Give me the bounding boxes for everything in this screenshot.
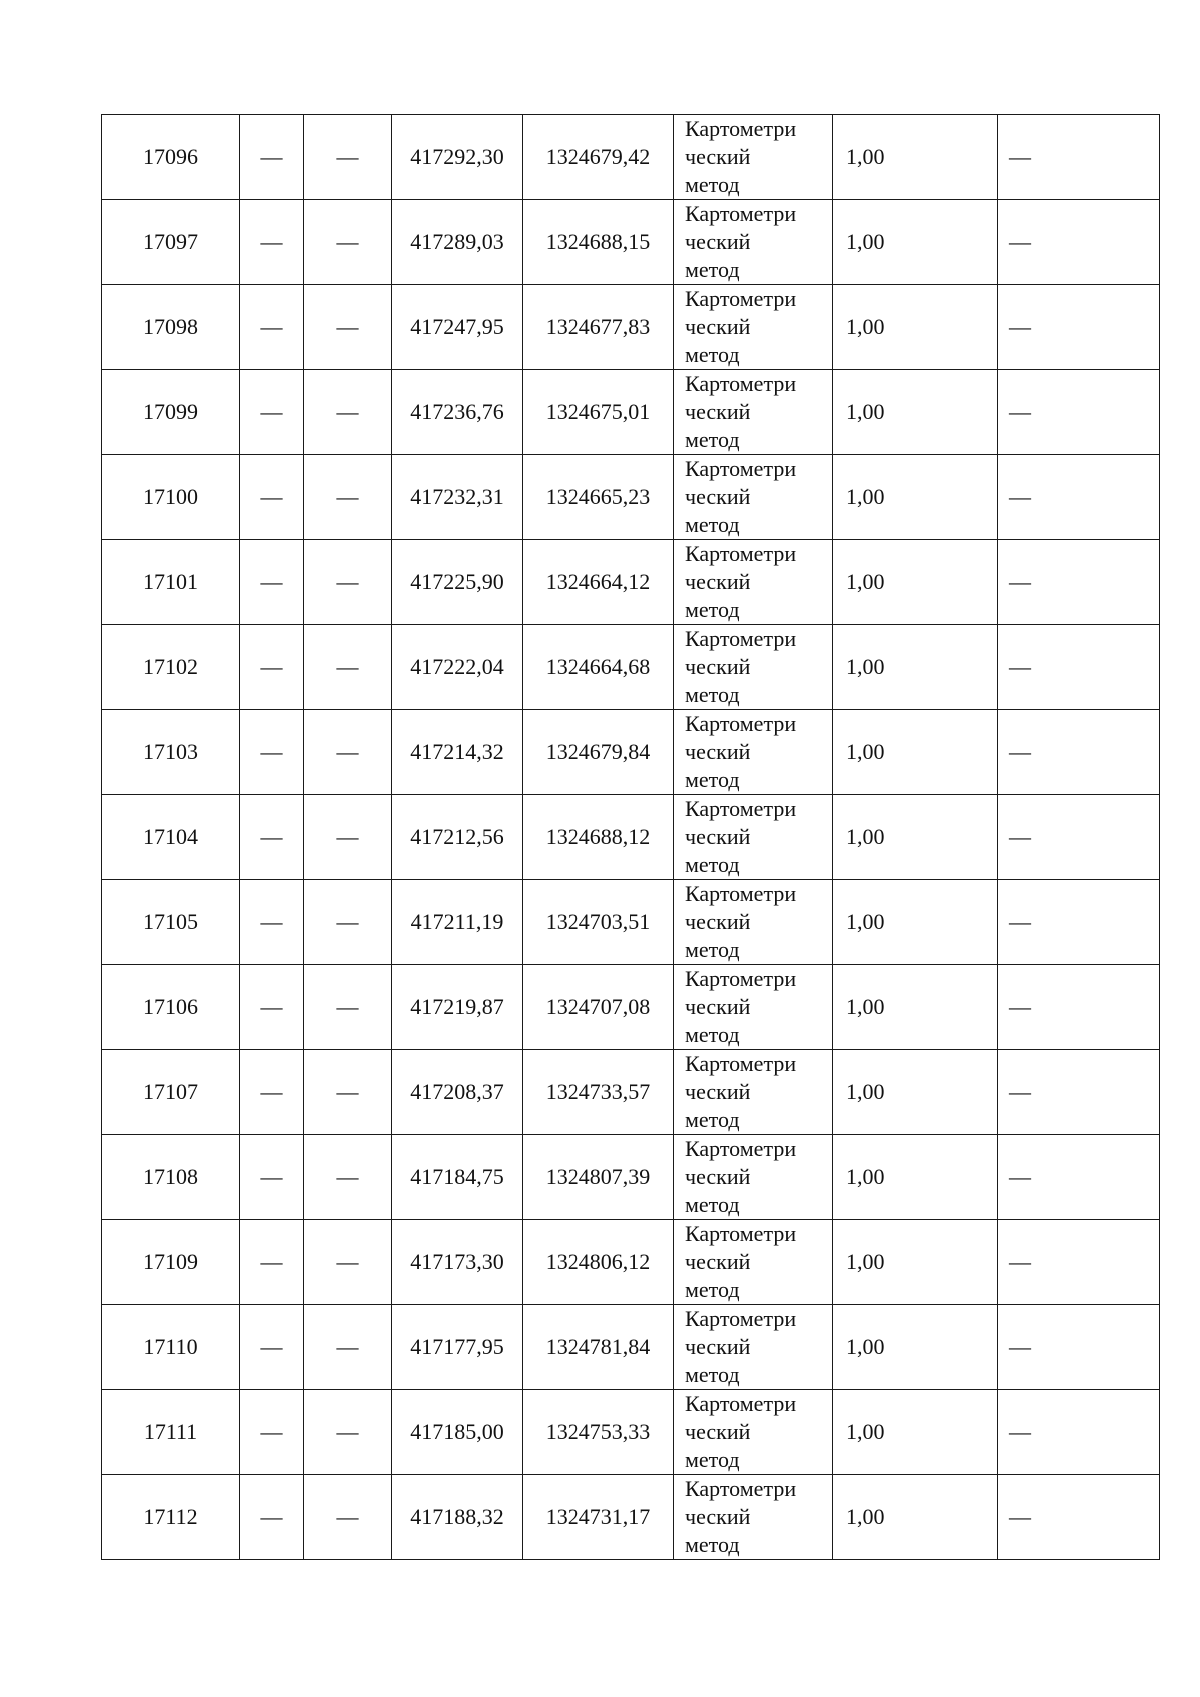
cell-old-y-text: —	[336, 1419, 359, 1444]
cell-point-number	[102, 540, 240, 625]
cell-x-text: 417225,90	[410, 569, 504, 594]
cell-point-number	[102, 795, 240, 880]
cell-x-text: 417188,32	[410, 1504, 504, 1529]
cell-point-number-text: 17105	[143, 909, 198, 934]
cell-old-y	[304, 370, 392, 455]
cell-point-number-text: 17098	[143, 314, 198, 339]
cell-old-y-text: —	[336, 314, 359, 339]
cell-description-text: —	[1009, 994, 1031, 1019]
cell-description-text: —	[1009, 824, 1031, 849]
cell-method	[674, 370, 833, 455]
cell-precision	[833, 965, 998, 1050]
cell-old-x-text: —	[260, 1504, 283, 1529]
table-row	[102, 1050, 1160, 1135]
cell-method-text: Картометри ческий метод	[685, 201, 797, 282]
cell-point-number	[102, 710, 240, 795]
table-row	[102, 625, 1160, 710]
cell-x-text: 417289,03	[410, 229, 504, 254]
table-row	[102, 965, 1160, 1050]
cell-old-y-text: —	[336, 1249, 359, 1274]
cell-description-text: —	[1009, 1419, 1031, 1444]
cell-y-text: 1324665,23	[545, 484, 651, 509]
cell-y-text: 1324677,83	[545, 314, 651, 339]
cell-old-x-text: —	[260, 1334, 283, 1359]
cell-old-x-text: —	[260, 314, 283, 339]
cell-old-x-text: —	[260, 1249, 283, 1274]
cell-point-number	[102, 200, 240, 285]
cell-method	[674, 1475, 833, 1560]
cell-description-text: —	[1009, 1504, 1031, 1529]
cell-old-x	[240, 1390, 304, 1475]
table-row	[102, 1390, 1160, 1475]
cell-description-text: —	[1009, 399, 1031, 424]
cell-method-text: Картометри ческий метод	[685, 1136, 797, 1217]
cell-method-text: Картометри ческий метод	[685, 796, 797, 877]
cell-x	[392, 370, 523, 455]
cell-precision-text: 1,00	[846, 144, 885, 169]
cell-method	[674, 540, 833, 625]
cell-method	[674, 795, 833, 880]
cell-old-y-text: —	[336, 994, 359, 1019]
cell-method	[674, 200, 833, 285]
cell-x-text: 417177,95	[410, 1334, 504, 1359]
cell-y-text: 1324733,57	[545, 1079, 651, 1104]
cell-old-y	[304, 965, 392, 1050]
cell-precision-text: 1,00	[846, 824, 885, 849]
cell-method	[674, 625, 833, 710]
table-row	[102, 285, 1160, 370]
cell-point-number-text: 17103	[143, 739, 198, 764]
cell-precision	[833, 370, 998, 455]
cell-x	[392, 880, 523, 965]
table-row	[102, 455, 1160, 540]
cell-description-text: —	[1009, 314, 1031, 339]
cell-old-x-text: —	[260, 484, 283, 509]
cell-old-x	[240, 285, 304, 370]
cell-y-text: 1324664,68	[545, 654, 651, 679]
cell-method-text: Картометри ческий метод	[685, 711, 797, 792]
cell-precision-text: 1,00	[846, 1164, 885, 1189]
cell-old-x	[240, 455, 304, 540]
cell-y	[523, 1135, 674, 1220]
cell-precision	[833, 1135, 998, 1220]
cell-precision-text: 1,00	[846, 1079, 885, 1104]
cell-description	[998, 965, 1160, 1050]
cell-precision	[833, 200, 998, 285]
cell-old-y-text: —	[336, 144, 359, 169]
cell-x-text: 417212,56	[410, 824, 504, 849]
cell-point-number	[102, 285, 240, 370]
cell-x	[392, 1220, 523, 1305]
cell-y	[523, 200, 674, 285]
cell-y-text: 1324679,42	[545, 144, 651, 169]
cell-y	[523, 455, 674, 540]
cell-old-y-text: —	[336, 909, 359, 934]
table-row	[102, 200, 1160, 285]
cell-x	[392, 795, 523, 880]
cell-old-x-text: —	[260, 1164, 283, 1189]
cell-precision	[833, 540, 998, 625]
cell-y	[523, 1220, 674, 1305]
cell-x	[392, 1390, 523, 1475]
cell-description-text: —	[1009, 909, 1031, 934]
cell-precision-text: 1,00	[846, 1504, 885, 1529]
cell-x-text: 417236,76	[410, 399, 504, 424]
cell-description-text: —	[1009, 1334, 1031, 1359]
table-body	[102, 115, 1160, 1560]
table-row	[102, 710, 1160, 795]
cell-x	[392, 1050, 523, 1135]
cell-y	[523, 1050, 674, 1135]
cell-description	[998, 1050, 1160, 1135]
cell-precision	[833, 1220, 998, 1305]
cell-point-number-text: 17099	[143, 399, 198, 424]
cell-old-y-text: —	[336, 1504, 359, 1529]
cell-y	[523, 710, 674, 795]
cell-old-y	[304, 1475, 392, 1560]
cell-old-y-text: —	[336, 1334, 359, 1359]
cell-method-text: Картометри ческий метод	[685, 881, 797, 962]
cell-y	[523, 285, 674, 370]
cell-description-text: —	[1009, 1249, 1031, 1274]
cell-old-x	[240, 1475, 304, 1560]
cell-old-x	[240, 370, 304, 455]
cell-old-x	[240, 1220, 304, 1305]
cell-method-text: Картометри ческий метод	[685, 966, 797, 1047]
cell-old-x	[240, 625, 304, 710]
coordinates-table	[101, 114, 1160, 1560]
cell-x-text: 417185,00	[410, 1419, 504, 1444]
cell-point-number-text: 17097	[143, 229, 198, 254]
cell-old-x	[240, 1135, 304, 1220]
cell-point-number-text: 17101	[143, 569, 198, 594]
cell-y-text: 1324679,84	[545, 739, 651, 764]
cell-method-text: Картометри ческий метод	[685, 1391, 797, 1472]
cell-precision	[833, 115, 998, 200]
cell-precision-text: 1,00	[846, 994, 885, 1019]
cell-y	[523, 370, 674, 455]
table-row	[102, 540, 1160, 625]
cell-x-text: 417219,87	[410, 994, 504, 1019]
cell-y-text: 1324753,33	[545, 1419, 651, 1444]
cell-precision	[833, 625, 998, 710]
cell-method	[674, 455, 833, 540]
cell-old-y	[304, 1135, 392, 1220]
cell-method-text: Картометри ческий метод	[685, 626, 797, 707]
cell-point-number-text: 17109	[143, 1249, 198, 1274]
cell-description	[998, 200, 1160, 285]
cell-point-number	[102, 115, 240, 200]
cell-old-y-text: —	[336, 569, 359, 594]
cell-precision-text: 1,00	[846, 1249, 885, 1274]
cell-x	[392, 710, 523, 795]
cell-y	[523, 965, 674, 1050]
cell-precision	[833, 455, 998, 540]
cell-x	[392, 625, 523, 710]
cell-precision-text: 1,00	[846, 399, 885, 424]
cell-method-text: Картометри ческий метод	[685, 371, 797, 452]
cell-y	[523, 1475, 674, 1560]
cell-point-number	[102, 965, 240, 1050]
cell-old-x	[240, 115, 304, 200]
cell-point-number	[102, 1475, 240, 1560]
cell-description-text: —	[1009, 144, 1031, 169]
cell-old-x-text: —	[260, 144, 283, 169]
cell-description	[998, 880, 1160, 965]
cell-description	[998, 1305, 1160, 1390]
cell-method	[674, 710, 833, 795]
table-row	[102, 795, 1160, 880]
cell-old-y	[304, 625, 392, 710]
table-row	[102, 1135, 1160, 1220]
cell-method	[674, 1305, 833, 1390]
cell-old-y	[304, 880, 392, 965]
cell-old-y-text: —	[336, 484, 359, 509]
cell-y	[523, 540, 674, 625]
cell-point-number	[102, 370, 240, 455]
cell-y	[523, 795, 674, 880]
cell-method-text: Картометри ческий метод	[685, 1221, 797, 1302]
cell-old-y	[304, 455, 392, 540]
cell-y-text: 1324806,12	[545, 1249, 651, 1274]
cell-old-y	[304, 1050, 392, 1135]
cell-old-y-text: —	[336, 1079, 359, 1104]
cell-old-x-text: —	[260, 1079, 283, 1104]
cell-precision-text: 1,00	[846, 654, 885, 679]
cell-description-text: —	[1009, 1079, 1031, 1104]
cell-description	[998, 540, 1160, 625]
cell-y	[523, 1305, 674, 1390]
cell-old-x	[240, 795, 304, 880]
cell-precision-text: 1,00	[846, 229, 885, 254]
cell-point-number-text: 17102	[143, 654, 198, 679]
cell-old-y	[304, 200, 392, 285]
cell-precision	[833, 1305, 998, 1390]
cell-old-x-text: —	[260, 739, 283, 764]
cell-y-text: 1324688,15	[545, 229, 651, 254]
cell-description	[998, 370, 1160, 455]
cell-point-number	[102, 455, 240, 540]
cell-point-number-text: 17112	[143, 1504, 198, 1529]
cell-method	[674, 880, 833, 965]
cell-x	[392, 455, 523, 540]
table-row	[102, 1220, 1160, 1305]
cell-old-x-text: —	[260, 399, 283, 424]
cell-method	[674, 1050, 833, 1135]
cell-description	[998, 1390, 1160, 1475]
cell-old-x	[240, 710, 304, 795]
cell-x	[392, 1475, 523, 1560]
cell-description	[998, 1475, 1160, 1560]
cell-precision-text: 1,00	[846, 569, 885, 594]
cell-old-x	[240, 540, 304, 625]
cell-precision	[833, 1475, 998, 1560]
table-row	[102, 370, 1160, 455]
cell-x-text: 417232,31	[410, 484, 504, 509]
cell-x-text: 417208,37	[410, 1079, 504, 1104]
cell-x	[392, 540, 523, 625]
cell-old-x	[240, 1050, 304, 1135]
cell-x	[392, 200, 523, 285]
cell-method	[674, 1390, 833, 1475]
cell-old-y	[304, 710, 392, 795]
cell-old-x-text: —	[260, 654, 283, 679]
cell-y-text: 1324707,08	[545, 994, 651, 1019]
cell-y-text: 1324675,01	[545, 399, 651, 424]
cell-x-text: 417292,30	[410, 144, 504, 169]
cell-old-y-text: —	[336, 1164, 359, 1189]
cell-method-text: Картометри ческий метод	[685, 1476, 797, 1557]
cell-description-text: —	[1009, 484, 1031, 509]
cell-description-text: —	[1009, 229, 1031, 254]
cell-description-text: —	[1009, 654, 1031, 679]
cell-old-x	[240, 1305, 304, 1390]
table-row	[102, 115, 1160, 200]
cell-method	[674, 115, 833, 200]
cell-description	[998, 795, 1160, 880]
cell-point-number	[102, 1390, 240, 1475]
cell-y-text: 1324731,17	[545, 1504, 651, 1529]
cell-point-number	[102, 1305, 240, 1390]
cell-precision-text: 1,00	[846, 739, 885, 764]
table-row	[102, 1475, 1160, 1560]
cell-old-x-text: —	[260, 229, 283, 254]
cell-precision-text: 1,00	[846, 314, 885, 339]
cell-x-text: 417211,19	[410, 909, 504, 934]
cell-description	[998, 285, 1160, 370]
cell-x-text: 417173,30	[410, 1249, 504, 1274]
cell-x	[392, 965, 523, 1050]
cell-description-text: —	[1009, 569, 1031, 594]
cell-old-y-text: —	[336, 824, 359, 849]
cell-old-y	[304, 1220, 392, 1305]
cell-method-text: Картометри ческий метод	[685, 1306, 797, 1387]
cell-description-text: —	[1009, 1164, 1031, 1189]
cell-point-number-text: 17096	[143, 144, 198, 169]
cell-old-x-text: —	[260, 994, 283, 1019]
cell-point-number	[102, 1050, 240, 1135]
cell-x	[392, 115, 523, 200]
cell-method-text: Картометри ческий метод	[685, 541, 797, 622]
cell-description	[998, 455, 1160, 540]
cell-x-text: 417222,04	[410, 654, 504, 679]
cell-point-number-text: 17110	[143, 1334, 198, 1359]
cell-precision	[833, 285, 998, 370]
cell-precision-text: 1,00	[846, 1334, 885, 1359]
cell-point-number-text: 17107	[143, 1079, 198, 1104]
cell-method-text: Картометри ческий метод	[685, 286, 797, 367]
cell-method	[674, 285, 833, 370]
cell-point-number-text: 17106	[143, 994, 198, 1019]
cell-old-x	[240, 880, 304, 965]
cell-point-number	[102, 1220, 240, 1305]
cell-description	[998, 710, 1160, 795]
cell-method-text: Картометри ческий метод	[685, 116, 797, 197]
cell-description	[998, 115, 1160, 200]
cell-method-text: Картометри ческий метод	[685, 1051, 797, 1132]
cell-old-y-text: —	[336, 739, 359, 764]
cell-old-y	[304, 115, 392, 200]
cell-x-text: 417184,75	[410, 1164, 504, 1189]
cell-old-y	[304, 795, 392, 880]
cell-description	[998, 625, 1160, 710]
cell-point-number-text: 17111	[143, 1419, 198, 1444]
cell-point-number-text: 17104	[143, 824, 198, 849]
cell-precision	[833, 795, 998, 880]
cell-x-text: 417214,32	[410, 739, 504, 764]
cell-old-y-text: —	[336, 399, 359, 424]
cell-old-y	[304, 1305, 392, 1390]
cell-precision-text: 1,00	[846, 484, 885, 509]
cell-old-x	[240, 200, 304, 285]
cell-y-text: 1324664,12	[545, 569, 651, 594]
cell-y	[523, 880, 674, 965]
cell-point-number	[102, 880, 240, 965]
cell-point-number-text: 17108	[143, 1164, 198, 1189]
cell-x	[392, 1135, 523, 1220]
cell-precision	[833, 1390, 998, 1475]
table-row	[102, 1305, 1160, 1390]
cell-y-text: 1324781,84	[545, 1334, 651, 1359]
cell-method	[674, 1135, 833, 1220]
cell-old-x-text: —	[260, 1419, 283, 1444]
cell-point-number-text: 17100	[143, 484, 198, 509]
cell-old-y	[304, 540, 392, 625]
cell-old-y-text: —	[336, 229, 359, 254]
cell-old-y	[304, 1390, 392, 1475]
cell-y-text: 1324688,12	[545, 824, 651, 849]
cell-y-text: 1324807,39	[545, 1164, 651, 1189]
cell-y-text: 1324703,51	[545, 909, 651, 934]
cell-method	[674, 965, 833, 1050]
cell-point-number	[102, 1135, 240, 1220]
cell-old-x-text: —	[260, 909, 283, 934]
cell-method-text: Картометри ческий метод	[685, 456, 797, 537]
cell-x	[392, 285, 523, 370]
cell-method	[674, 1220, 833, 1305]
cell-y	[523, 1390, 674, 1475]
cell-precision-text: 1,00	[846, 1419, 885, 1444]
cell-x	[392, 1305, 523, 1390]
cell-description-text: —	[1009, 739, 1031, 764]
cell-precision	[833, 880, 998, 965]
cell-old-x-text: —	[260, 569, 283, 594]
cell-precision-text: 1,00	[846, 909, 885, 934]
cell-old-x	[240, 965, 304, 1050]
cell-precision	[833, 1050, 998, 1135]
cell-description	[998, 1135, 1160, 1220]
cell-point-number	[102, 625, 240, 710]
cell-y	[523, 625, 674, 710]
cell-old-x-text: —	[260, 824, 283, 849]
table-row	[102, 880, 1160, 965]
cell-old-y	[304, 285, 392, 370]
cell-description	[998, 1220, 1160, 1305]
cell-y	[523, 115, 674, 200]
cell-x-text: 417247,95	[410, 314, 504, 339]
cell-old-y-text: —	[336, 654, 359, 679]
cell-precision	[833, 710, 998, 795]
